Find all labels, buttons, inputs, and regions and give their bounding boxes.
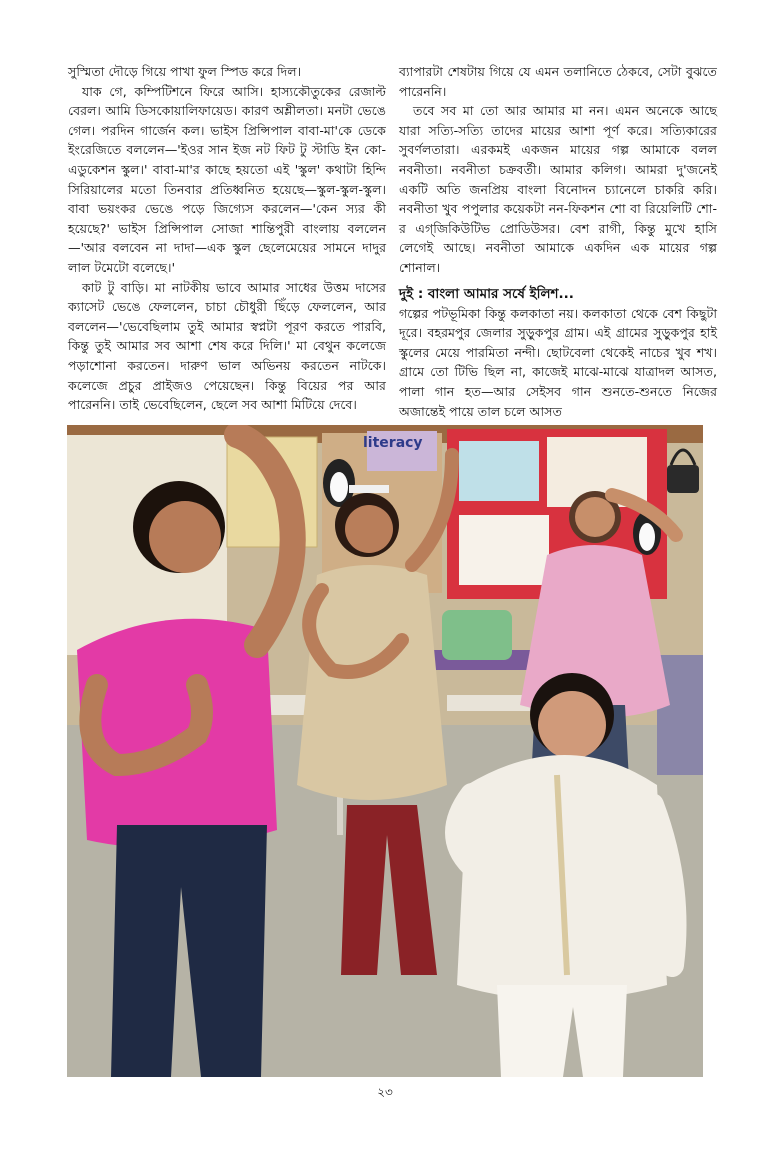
paragraph: সুস্মিতা দৌড়ে গিয়ে পাখা ফুল স্পিড করে দিল। [68,64,302,79]
page-number: ২৩ [377,1085,393,1099]
dance-class-photo [67,425,703,1077]
paragraph: যাক গে, কম্পিটিশনে ফিরে আসি। হাস্যকৌতুকের রেজাল্ট বেরল। আমি ডিসকোয়ালিফায়েড। কারণ অশ্লীলতা। মনটা ভেঙে গেল। পরদিন গার্জেন কল। ভাইস প্রিন্সিপাল বাবা-মা'কে ডেকে ইংরেজিতে বললেন—'ইওর সান ইজ নট ফিট টু স্টাডি ইন কো-এডুকেশন স্কুল।' বাবা-মা'র কাছে হয়তো এই 'স্কুল' কথাটা হিন্দি সিরিয়ালের মতো তিনবার প্রতিধ্বনিত হয়েছে—স্কুল-স্কুল-স্কুল। বাবা ভয়ংকর ভেঙে পড়ে জিগ্যেস করলেন—'কেন স্যর কী হয়েছে?' ভাইস প্রিন্সিপাল সোজা শান্তিপুরী বাংলায় বললেন—'আর বলবেন না দাদা—এক স্কুল ছেলেমেয়ের সামনে দাদুর লাল টমেটো বলেছে।' [68,83,386,275]
paragraph: তবে সব মা তো আর আমার মা নন। এমন অনেকে আছে যারা সত্যি-সত্যি তাদের মায়ের আশা পূর্ণ করে। সত্যিকারের সুবর্ণলতারা। এরকমই একজন মায়ের গল্প আমাকে বলল নবনীতা। নবনীতা চক্রবর্তী। আমার কলিগ। আমরা দু'জনেই একটি অতি জনপ্রিয় বাংলা বিনোদন চ্যানেলে চাকরি করি। নবনীতা খুব পপুলার কয়েকটা নন-ফিকশন শো বা রিয়েলিটি শো-র এগ্‌জিকিউটিভ প্রোডিউসর। বেশ রাগী, কিন্তু মুখে হাসি লেগেই আছে। নবনীতা আমাকে একদিন এক মায়ের গল্প শোনাল। [399,103,717,275]
paragraph: ব্যাপারটা শেষটায় গিয়ে যে এমন তলানিতে ঠেকবে, সেটা বুঝতে পারেননি। [399,64,717,99]
poster-text: literacy [363,435,423,451]
paragraph: কাট টু বাড়ি। মা নাটকীয় ভাবে আমার সাধের উত্তম দাসের ক্যাসেট ভেঙে ফেললেন, চাচা চৌধুরী ছিঁড়ে ফেললেন, আর বললেন—'ভেবেছিলাম তুই আমার স্বপ্নটা পূরণ করতে পারবি, কিন্তু তুই আমার সব আশা শেষ করে দিলি।' মা বেথুন কলেজে পড়াশোনা করতেন। দারুণ ভাল অভিনয় করতেন নাটকে। কলেজে প্রচুর প্রাইজও পেয়েছেন। কিন্তু বিয়ের পর আর পারেননি। তাই ভেবেছিলেন, ছেলে সব আশা মিটিয়ে দেবে। [68,279,386,413]
section-heading: দুই : বাংলা আমার সর্ষে ইলিশ... [399,285,574,302]
right-column [399,62,717,421]
left-column [68,62,386,415]
paragraph: গল্পের পটভূমিকা কিন্তু কলকাতা নয়। কলকাতা থেকে বেশ কিছুটা দূরে। বহরমপুর জেলার সুড়ুকপুর গ্রাম। এই গ্রামের সুড়ুকপুর হাই স্কুলের মেয়ে পারমিতা নন্দী। ছোটবেলা থেকেই নাচের খুব শখ। গ্রামে তো টিভি ছিল না, কাজেই মাঝে-মাঝে যাত্রাদল আসত, পালা গান হত—আর সেইসব গান শুনতে-শুনতে নিজের অজান্তেই পায়ে তাল চলে আসত [399,305,717,419]
